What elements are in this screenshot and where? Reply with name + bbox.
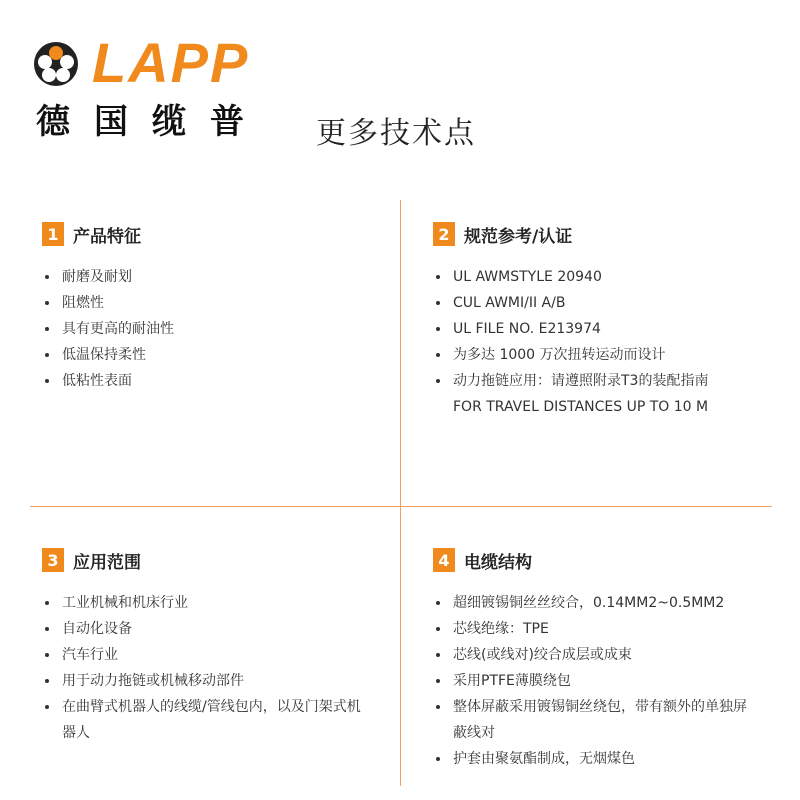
list-item: 整体屏蔽采用镀锡铜丝绕包，带有额外的单独屏蔽线对 (433, 694, 753, 746)
list-item: 护套由聚氨酯制成，无烟煤色 (433, 746, 753, 772)
list-item: 具有更高的耐油性 (42, 316, 382, 342)
section-number: 4 (433, 548, 455, 572)
section-title: 应用范围 (73, 552, 141, 573)
list-item: 低粘性表面 (42, 368, 382, 394)
list-item: CUL AWMI/II A/B (433, 290, 753, 316)
section-product-features (42, 222, 382, 394)
list-item: 耐磨及耐划 (42, 264, 382, 290)
applications-list (42, 590, 372, 746)
list-item: UL AWMSTYLE 20940 (433, 264, 753, 290)
list-item: 在曲臂式机器人的线缆/管线包内，以及门架式机器人 (42, 694, 372, 746)
list-item: 自动化设备 (42, 616, 372, 642)
list-item: 为多达 1000 万次扭转运动而设计 (433, 342, 753, 368)
section-number: 3 (42, 548, 64, 572)
structure-list (433, 590, 753, 772)
section-number: 2 (433, 222, 455, 246)
list-item: 动力拖链应用：请遵照附录T3的装配指南 FOR TRAVEL DISTANCES UP TO 10 M (433, 368, 723, 420)
list-item: 芯线绝缘：TPE (433, 616, 753, 642)
horizontal-divider (30, 506, 772, 507)
feature-list (42, 264, 382, 394)
list-item: 采用PTFE薄膜绕包 (433, 668, 753, 694)
list-item: 阻燃性 (42, 290, 382, 316)
list-item: 低温保持柔性 (42, 342, 382, 368)
brand-cn-name: 德国缆普 (36, 102, 268, 142)
section-cable-structure (433, 548, 753, 772)
section-title: 规范参考/认证 (464, 226, 573, 247)
brand-name: LAPP (92, 31, 250, 94)
list-item: 汽车行业 (42, 642, 372, 668)
section-title: 产品特征 (73, 226, 141, 247)
list-item: 用于动力拖链或机械移动部件 (42, 668, 372, 694)
page-title: 更多技术点 (316, 116, 476, 151)
list-item: 工业机械和机床行业 (42, 590, 372, 616)
cable-cross-section-icon (34, 42, 78, 86)
section-number: 1 (42, 222, 64, 246)
standards-list (433, 264, 753, 420)
list-item: UL FILE NO. E213974 (433, 316, 753, 342)
section-title: 电缆结构 (464, 552, 532, 573)
list-item: 芯线(或线对)绞合成层或成束 (433, 642, 753, 668)
vertical-divider (400, 200, 401, 786)
list-item: 超细镀锡铜丝丝绞合，0.14MM2~0.5MM2 (433, 590, 753, 616)
section-standards (433, 222, 753, 420)
section-applications (42, 548, 372, 746)
